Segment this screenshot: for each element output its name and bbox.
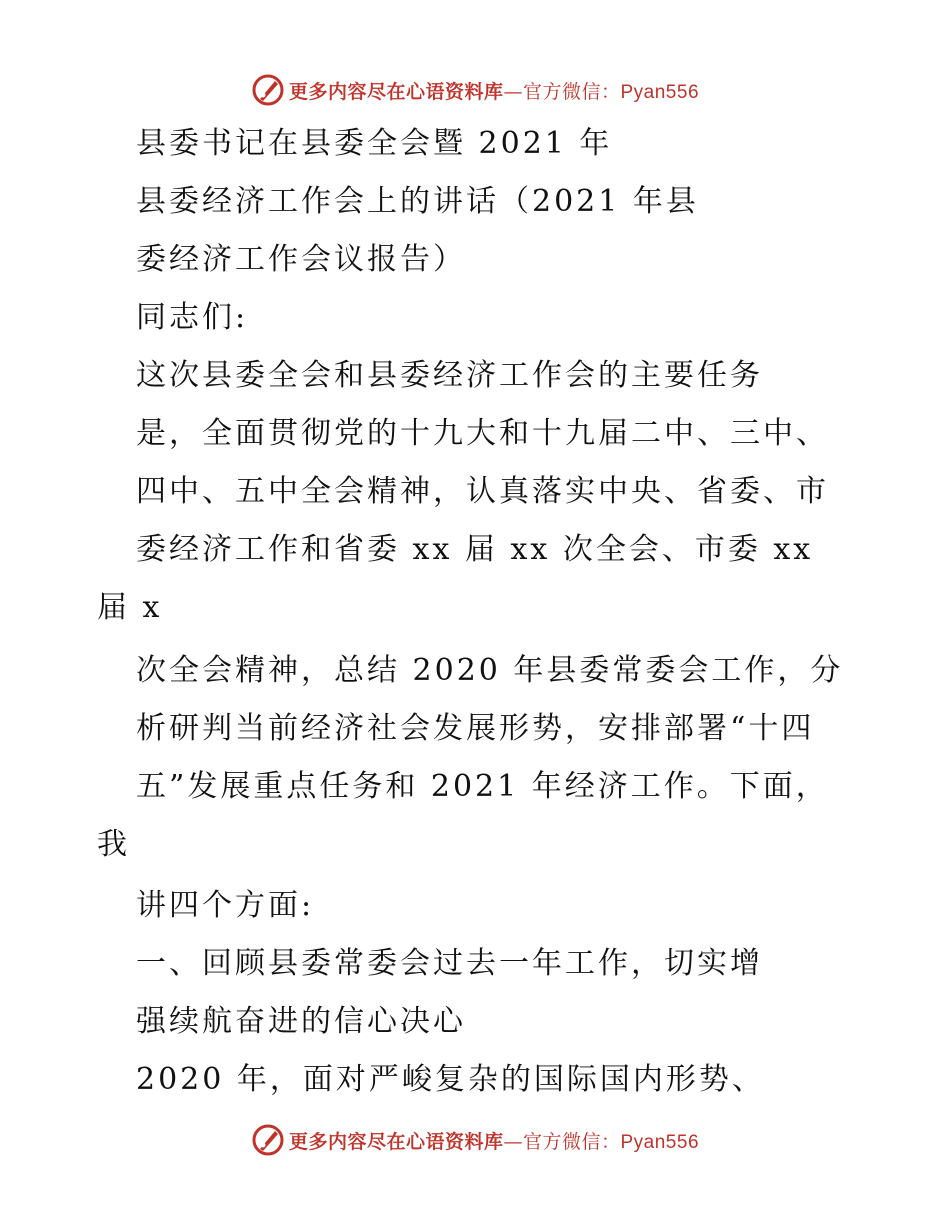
text-line: 这次县委全会和县委经济工作会的主要任务 (136, 358, 763, 393)
section-heading-line-2: 强续航奋进的信心决心 (136, 1004, 466, 1039)
text-line: 届 x (97, 590, 163, 625)
pen-logo-icon (251, 73, 285, 107)
text-line: 2020 年，面对严峻复杂的国际国内形势、 (136, 1062, 765, 1097)
text-line: 四中、五中全会精神，认真落实中央、省委、市 (136, 474, 829, 509)
watermark-text: 更多内容尽在心语资料库—官方微信：Pyan556 (288, 80, 700, 103)
text-line: 委经济工作和省委 xx 届 xx 次全会、市委 xx (136, 532, 814, 567)
doc-title-line-2: 县委经济工作会上的讲话（2021 年县 (136, 184, 699, 219)
text-line: 析研判当前经济社会发展形势，安排部署“十四 (136, 711, 815, 746)
text-line: 次全会精神，总结 2020 年县委常委会工作，分 (136, 653, 844, 688)
doc-title-line-1: 县委书记在县委全会暨 2021 年 (136, 126, 613, 161)
pen-logo-icon (251, 1123, 285, 1157)
text-line: 五”发展重点任务和 2021 年经济工作。下面， (136, 769, 829, 804)
doc-title-line-3: 委经济工作会议报告） (136, 242, 466, 277)
footer-watermark (0, 1120, 950, 1160)
text-line: 讲四个方面: (136, 888, 315, 923)
salutation: 同志们: (136, 300, 249, 335)
text-line: 是，全面贯彻党的十九大和十九届二中、三中、 (136, 416, 829, 451)
watermark-text: 更多内容尽在心语资料库—官方微信：Pyan556 (288, 1130, 700, 1153)
header-watermark (0, 70, 950, 110)
text-line: 我 (97, 827, 130, 862)
section-heading-line-1: 一、回顾县委常委会过去一年工作，切实增 (136, 946, 763, 981)
